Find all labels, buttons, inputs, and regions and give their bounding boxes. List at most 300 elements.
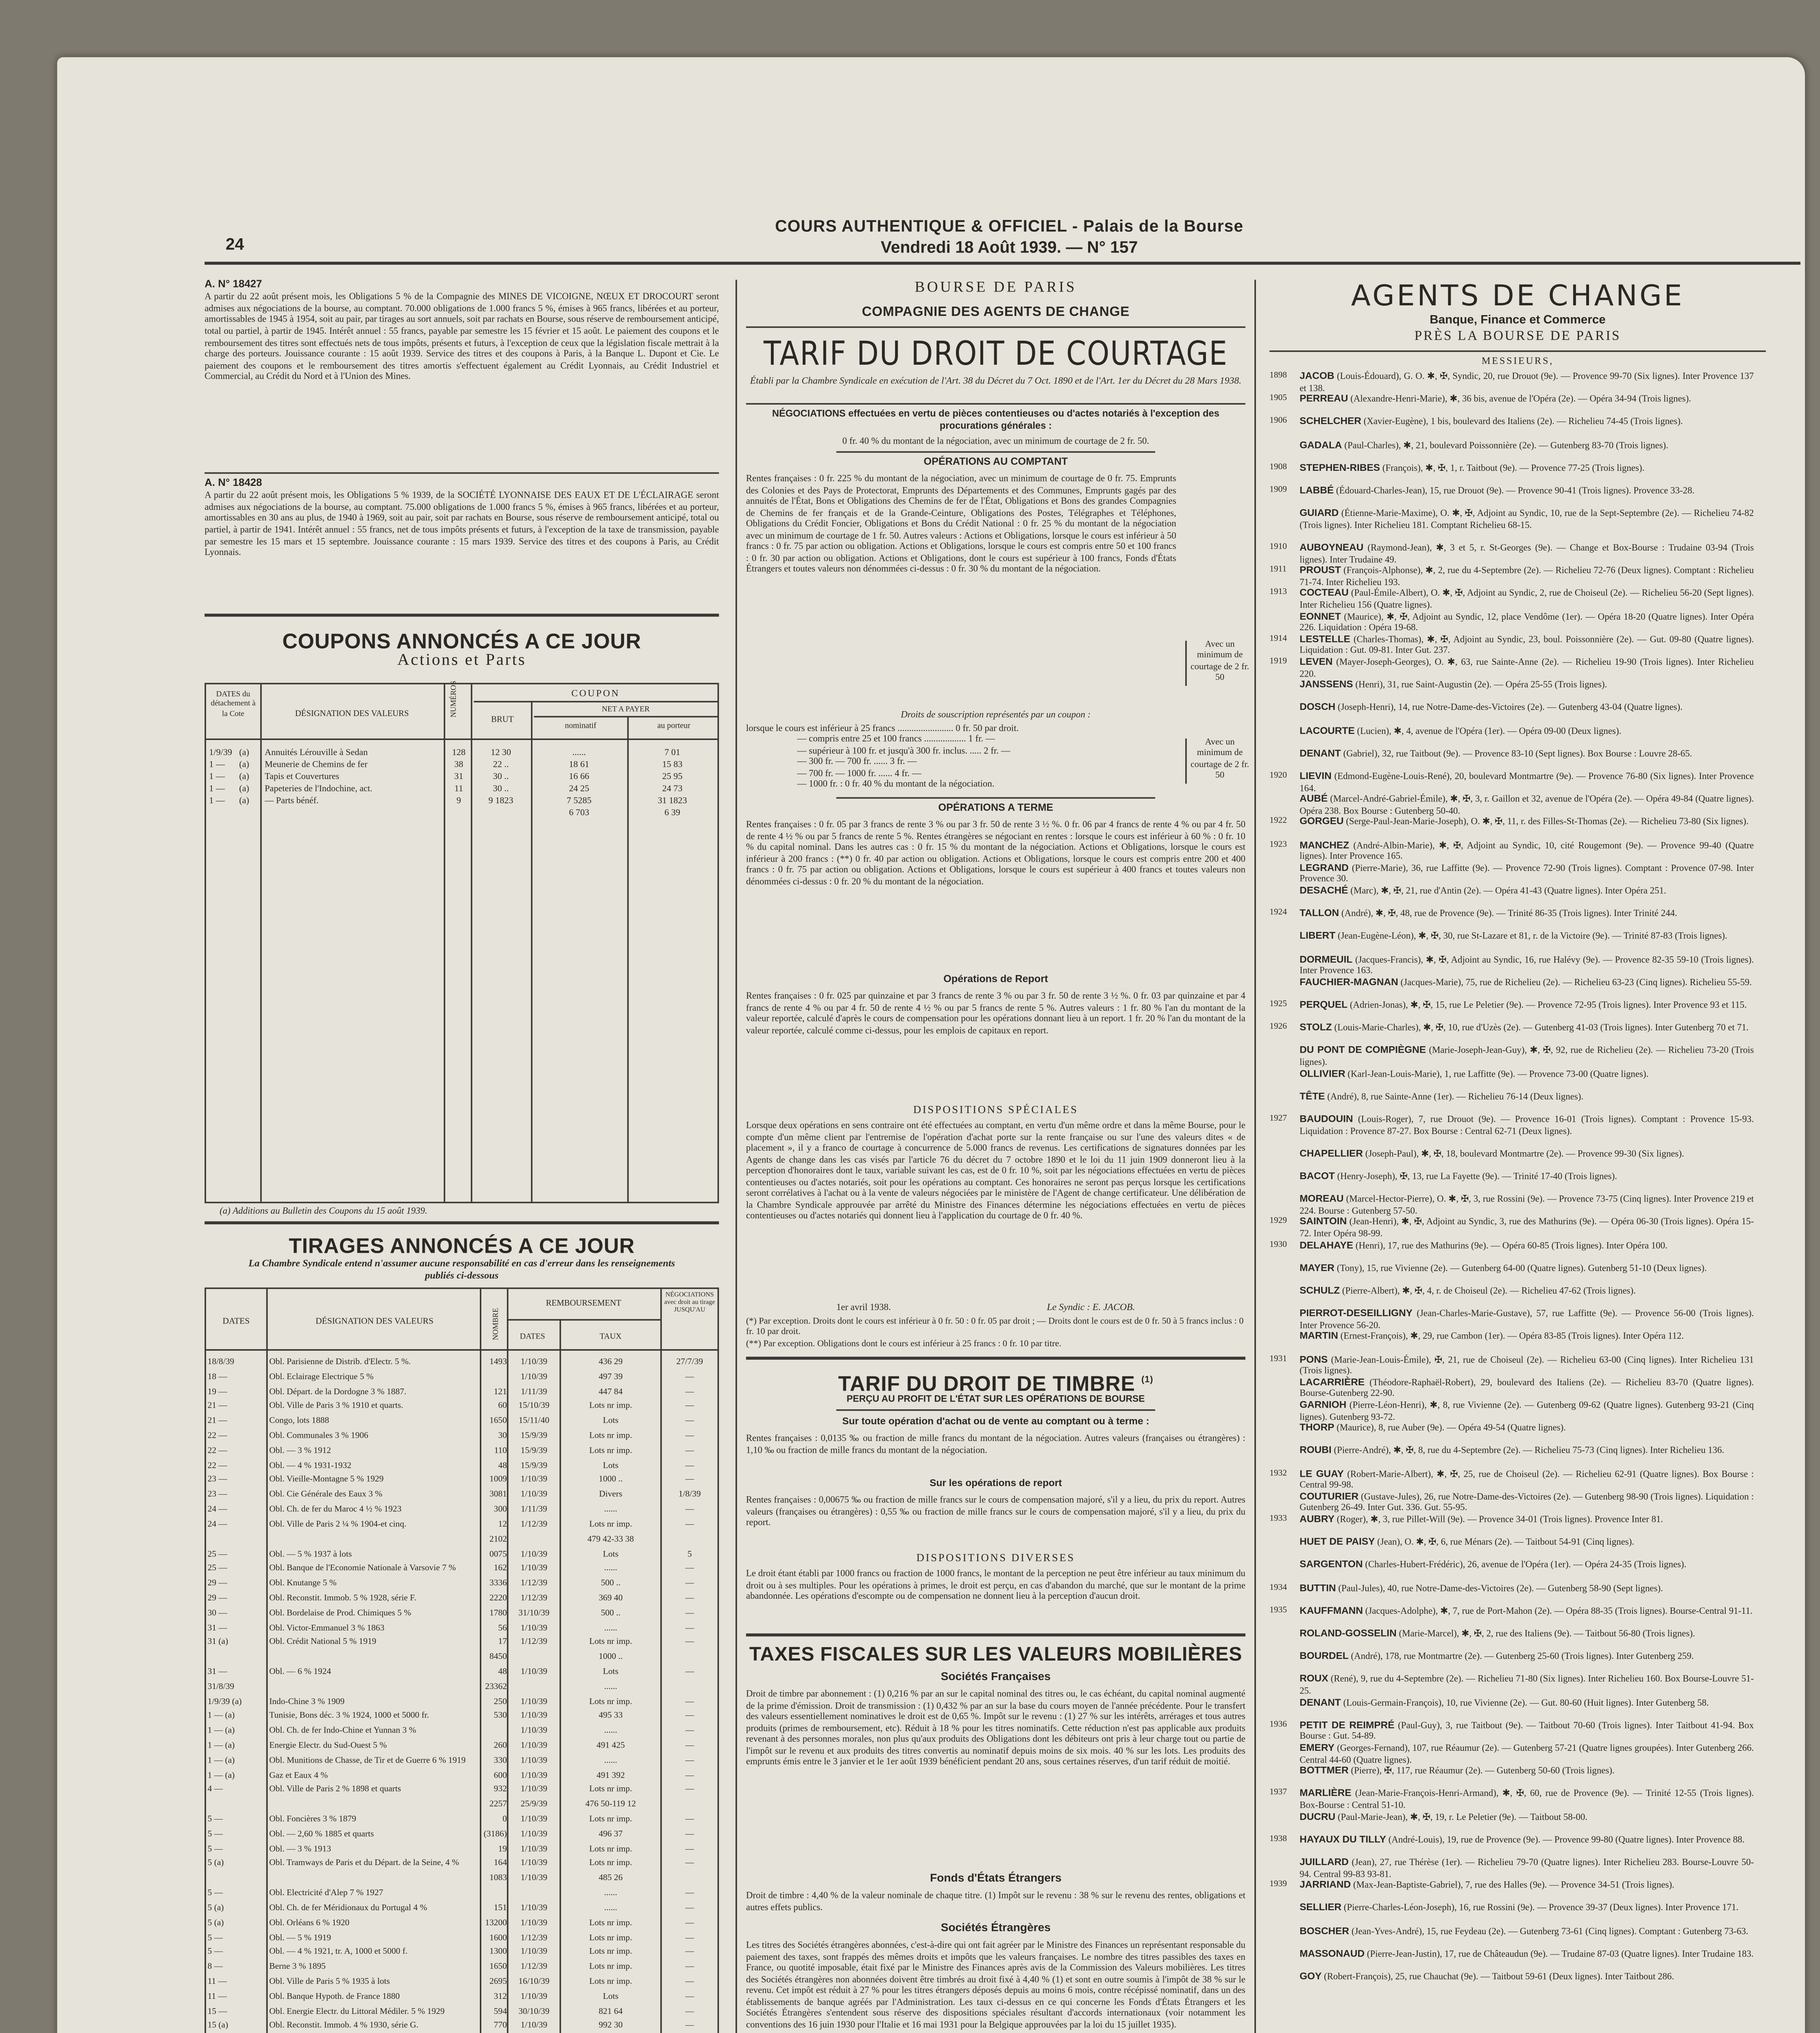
row-nombre: 13200 — [485, 1918, 507, 1928]
row-date: 25 — — [207, 1565, 227, 1574]
row-date: 5 — — [207, 1948, 223, 1957]
coupons-table — [205, 683, 719, 1203]
row-taux: 500 .. — [601, 1609, 620, 1618]
agent-name: THORP — [1300, 1423, 1335, 1434]
row-taux: 992 30 — [599, 2022, 623, 2031]
agent-address: (Raymond-Jean), ✱, 3 et 5, r. St-Georges (9e). — Change et Box-Bourse : Trudaine 03-94 (Trois lignes). Inter Trudaine 49. — [1300, 543, 1754, 565]
row-designation: Obl. Ville de Paris 2 % 1898 et quarts — [269, 1786, 401, 1795]
agent-details — [1300, 1240, 1754, 1252]
agent-address: (Roger), ✱, 3, rue Pillet-Will (9e). — Provence 34-01 (Trois lignes). Provence Inter 81. — [1337, 1515, 1663, 1525]
agent-details — [1300, 1675, 1754, 1698]
row-nombre: 19 — [498, 1845, 507, 1854]
agent-name: LIBERT — [1300, 932, 1336, 942]
row-taux: Lots nr imp. — [589, 1933, 632, 1943]
agent-details — [1300, 932, 1754, 943]
rule — [836, 797, 1155, 799]
comptant-title: OPÉRATIONS AU COMPTANT — [923, 457, 1068, 468]
agent-name: DELAHAYE — [1300, 1240, 1354, 1251]
agent-name: LIEVIN — [1300, 771, 1332, 782]
agent-details — [1300, 1286, 1754, 1297]
agent-name: SELLIER — [1300, 1903, 1342, 1914]
agent-details — [1300, 463, 1754, 475]
row-date: 31 — — [207, 1668, 227, 1677]
row-remb-date: 16/10/39 — [518, 1978, 550, 1987]
row-nombre: 2695 — [489, 1978, 507, 1987]
agent-address: (Jean), O. ✱, ✠, 6, rue Ménars (2e). — Taitbout 54-91 (Cinq lignes). — [1377, 1537, 1635, 1548]
agent-year: 1898 — [1269, 371, 1287, 381]
agent-name: GADALA — [1300, 440, 1342, 451]
agent-address: (Marcel-André-Gabriel-Émile), ✱, ✠, 3, r. Gaillon et 32, avenue de l'Opéra (2e). — Opéra 49-84 (Quatre lignes). Opéra 238. Box Bourse : Gutenberg 50-40. — [1300, 794, 1754, 816]
row-nego: — — [685, 1402, 694, 1412]
row-nego: — — [685, 1859, 694, 1869]
notice-18427 — [205, 280, 719, 383]
agent-year: 1920 — [1269, 771, 1287, 781]
agent-details — [1300, 1652, 1754, 1663]
row-taux: 485 26 — [599, 1874, 623, 1884]
agent-name: TALLON — [1300, 908, 1339, 919]
row-remb-date: 1/10/39 — [520, 1565, 547, 1574]
agent-details — [1300, 840, 1754, 863]
header-rule — [205, 262, 1800, 265]
row-nombre: 56 — [498, 1624, 507, 1633]
agent-name: STOLZ — [1300, 1023, 1332, 1034]
agent-address: (Pierre-Léon-Henri), ✱, 8, rue Vivienne (2e). — Gutenberg 09-62 (Quatre lignes). Gutenberg 93-21 (Cinq lignes). Gutenberg 93-72. — [1300, 1400, 1754, 1422]
row-nego: — — [685, 1594, 694, 1603]
terme-text: Rentes françaises : 0 fr. 05 par 3 francs de rente 3 % ou par 3 fr. 50 de rente 3 ½ %. 0 fr. 06 par 4 francs de rente 4 % ou par 4 fr. 50 de rente 4 ½ % ou par 5 francs de rente 5 %. Rentes étrangères se négociant en rentes : lorsque le cours est inférieur à 60 % : 0 fr. 10 % du capital nominal. Dans les autres cas : 0 fr. 15 % du montant de la négociation. Actions et Obligations, lorsque le cours est inférieur à 200 francs : (**) 0 fr. 40 par action ou obligation. Actions et Obligations, lorsque le cours est compris entre 200 et 400 francs : 0 fr. 75 par action ou obligation. Actions et Obligations, lorsque le cours est supérieur à 400 francs et toutes valeurs non dénommées ci-dessus : 0 fr. 20 % du montant de la négociation. — [746, 820, 1245, 887]
agent-details — [1300, 794, 1754, 817]
col-header-designation: DÉSIGNATION DES VALEURS — [316, 1317, 434, 1327]
row-remb-date: 1/10/39 — [520, 1727, 547, 1736]
row-nego: — — [685, 1609, 694, 1618]
row-remb-date: 1/12/39 — [520, 1520, 547, 1530]
row-date: 5 — — [207, 1845, 223, 1854]
row-nego: — — [685, 1904, 694, 1913]
row-remb-date: 1/12/39 — [520, 1933, 547, 1943]
agent-name: ROUBI — [1300, 1446, 1332, 1457]
agent-address: (Marc), ✱, ✠, 21, rue d'Antin (2e). — Opéra 41-43 (Quatre lignes). Inter Opéra 251. — [1350, 886, 1666, 897]
row-date: 25 — — [207, 1550, 227, 1559]
agent-name: ROLAND-GOSSELIN — [1300, 1629, 1397, 1640]
rule — [836, 451, 1155, 453]
agent-name: MARLIÈRE — [1300, 1789, 1352, 1800]
row-designation: Congo, lots 1888 — [269, 1417, 329, 1426]
agent-details — [1300, 657, 1754, 680]
agent-name: SCHULZ — [1300, 1286, 1340, 1297]
row-designation: Obl. Reconstit. Immob. 5 % 1928, série F. — [269, 1594, 416, 1603]
row-nego: — — [685, 1756, 694, 1766]
row-nego: — — [685, 1506, 694, 1515]
agent-year: 1905 — [1269, 394, 1287, 404]
row-taux: Lots — [603, 1461, 618, 1471]
row-designation: Obl. — 2,60 % 1885 et quarts — [269, 1830, 374, 1839]
row-taux: Lots nr imp. — [589, 1845, 632, 1854]
agent-year: 1931 — [1269, 1354, 1287, 1364]
agent-details — [1300, 1812, 1754, 1823]
agent-address: (Edmond-Eugène-Louis-René), 20, boulevard Montmartre (9e). — Provence 76-80 (Six lignes). Inter Provence 164. — [1300, 771, 1754, 794]
agent-name: DUCRU — [1300, 1811, 1336, 1822]
row-designation: Obl. Ville de Paris 3 % 1910 et quarts. — [269, 1402, 403, 1412]
row-nombre: 60 — [498, 1402, 507, 1412]
row-nego: — — [685, 1447, 694, 1456]
row-designation: Obl. — 4 % 1931-1932 — [269, 1461, 352, 1471]
souscription-row: — 1000 fr. : 0 fr. 40 % du montant de la négociation. — [797, 779, 995, 790]
agent-address: (Marcel-Hector-Pierre), O. ✱, ✠, 3, rue Rossini (9e). — Provence 73-75 (Cinq lignes). Inter Provence 219 et 224. Bourse : Gutenberg 57-50. — [1300, 1194, 1754, 1217]
row-remb-date: 1/12/39 — [520, 1963, 547, 1972]
rule — [746, 326, 1245, 328]
row-remb-date: 1/10/39 — [520, 1741, 547, 1751]
row-taux: Lots — [603, 1992, 618, 2002]
bourse-company: COMPAGNIE DES AGENTS DE CHANGE — [862, 304, 1130, 319]
agent-details — [1300, 1172, 1754, 1183]
agent-year: 1932 — [1269, 1469, 1287, 1478]
bourse-title: TARIF DU DROIT DE COURTAGE — [763, 335, 1228, 374]
row-designation: Obl. Tramways de Paris et du Départ. de la Seine, 4 % — [269, 1859, 459, 1869]
row-date: 21 — — [207, 1402, 227, 1412]
row-designation: Gaz et Eaux 4 % — [269, 1771, 328, 1781]
agent-name: MANCHEZ — [1300, 840, 1350, 851]
agent-name: DESACHÉ — [1300, 886, 1348, 897]
row-nombre: 110 — [494, 1447, 507, 1456]
row-remb-date: 1/12/39 — [520, 1638, 547, 1648]
row-designation: Obl. Reconstit. Immob. 4 % 1930, série G. — [269, 2022, 419, 2031]
row-date: 8 — — [207, 1963, 223, 1972]
row-date: 31 (a) — [207, 1638, 229, 1648]
minimum-label-2: Avec un minimum de courtage de 2 fr. 50 — [1185, 738, 1250, 783]
row-nego: — — [685, 1476, 694, 1485]
agent-details — [1300, 1583, 1754, 1595]
agent-details — [1300, 1972, 1754, 1983]
agent-name: LEGRAND — [1300, 863, 1349, 874]
row-remb-date: 1/11/39 — [520, 1387, 547, 1397]
row-nombre: 1600 — [489, 1933, 507, 1943]
agent-name: JUILLARD — [1300, 1857, 1349, 1868]
row-designation: Obl. Energie Electr. du Littoral Médiler. 5 % 1929 — [269, 2007, 445, 2016]
col-header-r-dates: DATES — [520, 1332, 545, 1342]
row-date: 18 — — [207, 1373, 227, 1382]
row-nombre: 1650 — [489, 1963, 507, 1972]
row-taux: Lots nr imp. — [589, 1786, 632, 1795]
agents-subtitle-2: PRÈS LA BOURSE DE PARIS — [1414, 328, 1621, 343]
notice-text: A partir du 22 août présent mois, les Obligations 5 % 1939, de la SOCIÉTÉ LYONNAISE DES EAUX ET DE L'ÉCLAIRAGE seront admises aux négociations de la bourse, au comptant. 75.000 obligations de 1.000 francs 5 %, émises à 965 francs, libérées et au porteur, amortissables en 30 ans au plus, de 1940 à 1969, soit au pair, soit par rachats en Bourse, sous réserve de remboursement anticipé, total ou partiel, à partir de 1941. Intérêt annuel : 55 francs, net de tous impôts présents et futurs, à l'exception de la taxe de transmission, payable par semestre les 15 mars et 15 septembre. Jouissance courante : 15 mars 1939. Service des titres et des coupons à Paris, au Crédit Lyonnais. — [205, 491, 719, 559]
row-nego: — — [685, 2022, 694, 2031]
row-remb-date: 25/9/39 — [520, 1800, 547, 1810]
row-taux: Lots nr imp. — [589, 1447, 632, 1456]
agent-details — [1300, 1354, 1754, 1377]
row-date: 1 — (a) — [207, 1771, 235, 1781]
agent-name: BAUDOUIN — [1300, 1114, 1353, 1125]
row-designation: Obl. Munitions de Chasse, de Tir et de Guerre 6 % 1919 — [269, 1756, 466, 1766]
agent-details — [1300, 1195, 1754, 1217]
agent-address: (Karl-Jean-Louis-Marie), 1, rue Laffitte (9e). — Provence 73-00 (Quatre lignes). — [1348, 1069, 1649, 1080]
agent-details — [1300, 486, 1754, 497]
tirages-rows — [206, 1357, 718, 2033]
row-designation: Energie Electr. du Sud-Ouest 5 % — [269, 1741, 387, 1751]
agent-address: (Jacques-Marie), 75, rue de Richelieu (2e). — Richelieu 63-23 (Cinq lignes). Richelieu 55-59. — [1400, 977, 1752, 988]
col-header-porteur: au porteur — [657, 722, 690, 731]
row-nombre: 17 — [498, 1638, 507, 1648]
souscription-title: Droits de souscription représentés par un coupon : — [901, 710, 1091, 720]
agent-name: PIERROT-DESEILLIGNY — [1300, 1308, 1413, 1319]
agent-name: BUTTIN — [1300, 1583, 1336, 1594]
rule — [1269, 350, 1766, 352]
row-remb-date: 1/10/39 — [520, 1992, 547, 2002]
row-remb-date: 15/9/39 — [520, 1461, 547, 1471]
row-nombre: (3186) — [483, 1830, 507, 1839]
agent-name: AUBOYNEAU — [1300, 543, 1364, 554]
row-nego: — — [685, 1771, 694, 1781]
agent-details — [1300, 589, 1754, 612]
row-designation: Obl. Vieille-Montagne 5 % 1929 — [269, 1476, 384, 1485]
agent-name: HAYAUX DU TILLY — [1300, 1835, 1386, 1846]
row-nombre: 932 — [494, 1786, 507, 1795]
agents-list — [1269, 372, 1766, 2033]
row-nego: — — [685, 1963, 694, 1972]
row-nombre: 3081 — [489, 1491, 507, 1500]
agent-name: OLLIVIER — [1300, 1069, 1345, 1080]
agent-address: (Xavier-Eugène), 1 bis, boulevard des Italiens (2e). — Richelieu 74-45 (Trois lignes). — [1363, 417, 1683, 428]
row-remb-date: 15/9/39 — [520, 1432, 547, 1441]
row-nombre: 12 — [498, 1520, 507, 1530]
row-taux: 821 64 — [599, 2007, 623, 2016]
timbre-title-sup: (1) — [1141, 1376, 1154, 1385]
agent-details — [1300, 1743, 1754, 1766]
row-designation: Obl. Ch. de fer Méridionaux du Portugal 4 % — [269, 1904, 427, 1913]
agent-details — [1300, 1492, 1754, 1515]
agent-address: (Pierre-Jean-Justin), 17, rue de Châteaudun (9e). — Trudaine 87-03 (Quatre lignes). Inter Trudaine 183. — [1367, 1949, 1754, 1960]
agent-name: JARRIAND — [1300, 1880, 1351, 1891]
row-designation: Obl. Knutange 5 % — [269, 1579, 337, 1589]
taxes-fr-title: Sociétés Françaises — [940, 1669, 1051, 1683]
row-nego: — — [685, 1668, 694, 1677]
row-taux: 491 392 — [597, 1771, 625, 1781]
agent-address: (Paul-Marie-Jean), ✱, ✠, 19, r. Le Peletier (9e). — Taitbout 58-00. — [1337, 1811, 1588, 1822]
agent-year: 1929 — [1269, 1217, 1287, 1227]
agent-name: AUBRY — [1300, 1515, 1335, 1525]
agent-address: (André), 8, rue Sainte-Anne (1er). — Richelieu 76-14 (Deux lignes). — [1327, 1091, 1584, 1102]
agent-address: (Joseph-Henri), 14, rue Notre-Dame-des-Victoires (2e). — Gutenberg 43-04 (Quatre lignes). — [1337, 703, 1683, 714]
row-nego: — — [685, 1992, 694, 2002]
row-remb-date: 1/10/39 — [520, 2022, 547, 2031]
agent-details — [1300, 1835, 1754, 1846]
notice-number: A. N° 18427 — [205, 280, 262, 290]
row-nombre: 121 — [494, 1387, 507, 1397]
row-nombre: 2220 — [489, 1594, 507, 1603]
agent-address: (Louis-Germain-François), 10, rue Vivienne (2e). — Gut. 80-60 (Huit lignes). Inter Gutenberg 58. — [1343, 1697, 1709, 1708]
agent-name: PERREAU — [1300, 394, 1348, 405]
row-remb-date: 15/11/40 — [518, 1417, 549, 1426]
agent-address: (Serge-Paul-Jean-Marie-Joseph), O. ✱, ✠, 11, r. des Filles-St-Thomas (2e). — Richelieu 73-80 (Six lignes). — [1346, 817, 1749, 828]
row-taux: 496 37 — [599, 1830, 623, 1839]
agent-address: (François), ✱, ✠, 1, r. Taitbout (9e). — Provence 77-25 (Trois lignes). — [1382, 463, 1645, 474]
row-taux: ...... — [604, 1756, 617, 1766]
agent-name: PROUST — [1300, 566, 1341, 577]
agents-title: AGENTS DE CHANGE — [1351, 280, 1685, 313]
row-nombre: 3336 — [489, 1579, 507, 1589]
agent-address: (Jean-Yves-André), 15, rue Feydeau (2e). — Gutenberg 73-61 (Cinq lignes). Comptant : Gutenberg 73-63. — [1351, 1926, 1748, 1937]
agent-address: (André-Albin-Marie), ✱, ✠, Adjoint au Syndic, 10, cité Rougemont (9e). — Provence 99-40 (Quatre lignes). Inter Provence 165. — [1300, 840, 1754, 862]
agent-name: MASSONAUD — [1300, 1949, 1365, 1960]
agent-name: LACOURTE — [1300, 726, 1355, 737]
row-remb-date: 1/10/39 — [520, 1476, 547, 1485]
timbre-title-text: TARIF DU DROIT DE TIMBRE — [838, 1371, 1135, 1395]
row-date: 1 — (a) — [207, 1727, 235, 1736]
row-nego: — — [685, 1918, 694, 1928]
row-taux: ...... — [604, 1565, 617, 1574]
agent-name: STEPHEN-RIBES — [1300, 463, 1380, 474]
agent-details — [1300, 1114, 1754, 1137]
row-designation: Obl. Foncières 3 % 1879 — [269, 1815, 357, 1825]
agent-details — [1300, 1023, 1754, 1034]
coupons-title: COUPONS ANNONCÉS A CE JOUR — [282, 629, 641, 653]
row-date: 4 — — [207, 1786, 223, 1795]
agent-address: (Charles-Thomas), ✱, ✠, Adjoint au Syndic, 23, boul. Poissonnière (2e). — Gut. 09-80 (Quatre lignes). Liquidation : Gut. 09-81. Inter Gut. 237. — [1300, 634, 1754, 657]
agent-year: 1910 — [1269, 543, 1287, 552]
row-remb-date: 1/10/39 — [520, 1845, 547, 1854]
agent-year: 1936 — [1269, 1720, 1287, 1730]
agent-name: BACOT — [1300, 1171, 1335, 1182]
row-designation: Berne 3 % 1895 — [269, 1963, 326, 1972]
row-nego: — — [685, 2007, 694, 2016]
notice-number: A. N° 18428 — [205, 478, 262, 489]
agent-details — [1300, 566, 1754, 589]
row-taux: 479 42-33 38 — [587, 1535, 634, 1544]
row-nombre: 300 — [494, 1506, 507, 1515]
souscription-row: lorsque le cours est inférieur à 25 francs ........................ 0 fr. 50 par droit. — [746, 723, 1019, 734]
agent-name: GARNIOH — [1300, 1400, 1347, 1411]
row-nombre: 23362 — [485, 1683, 507, 1692]
coupons-subtitle: Actions et Parts — [397, 651, 527, 670]
agent-details — [1300, 1000, 1754, 1012]
row-designation: Obl. — 4 % 1921, tr. A, 1000 et 5000 f. — [269, 1948, 408, 1957]
col-header-nominatif: nominatif — [565, 722, 597, 731]
agent-name: TÊTE — [1300, 1091, 1325, 1102]
row-nombre: 1300 — [489, 1948, 507, 1957]
col-header-r-taux: TAUX — [599, 1332, 622, 1342]
row-date: 22 — — [207, 1447, 227, 1456]
row-taux: Lots nr imp. — [589, 1432, 632, 1441]
row-nego: — — [685, 1786, 694, 1795]
row-nego: — — [685, 1373, 694, 1382]
agent-address: (Ernest-François), ✱, 29, rue Cambon (1er). — Opéra 83-85 (Trois lignes). Inter Opéra 112. — [1340, 1332, 1684, 1343]
row-taux: Lots nr imp. — [589, 1402, 632, 1412]
agents-subtitle: Banque, Finance et Commerce — [1430, 313, 1606, 326]
agent-name: GUIARD — [1300, 509, 1339, 519]
row-taux: 491 425 — [597, 1741, 625, 1751]
row-nombre: 1493 — [489, 1358, 507, 1367]
row-remb-date: 1/10/39 — [520, 1904, 547, 1913]
row-taux: Lots — [603, 1550, 618, 1559]
agent-name: COUTURIER — [1300, 1491, 1359, 1502]
agent-details — [1300, 1515, 1754, 1526]
remb-rule — [507, 1319, 660, 1321]
row-taux: ...... — [604, 1683, 617, 1692]
agent-address: (Maurice), ✱, ✠, Adjoint au Syndic, 12, place Vendôme (1er). — Opéra 18-20 (Quatre lignes). Inter Opéra 226. Liquidation : Opéra 19-68. — [1300, 612, 1754, 634]
column-divider-1 — [736, 280, 737, 2033]
agent-name: DU PONT DE COMPIÈGNE — [1300, 1046, 1426, 1057]
row-nombre: 1780 — [489, 1609, 507, 1618]
agent-address: (Paul-Émile-Albert), O. ✱, ✠, Adjoint au Syndic, 2, rue de Choiseul (2e). — Richelieu 56-20 (Sept lignes). Inter Richelieu 156 (Quatre lignes). — [1300, 588, 1754, 611]
row-date: 22 — — [207, 1432, 227, 1441]
agent-details — [1300, 543, 1754, 566]
agent-details — [1300, 749, 1754, 760]
agent-name: COCTEAU — [1300, 588, 1349, 599]
agent-name: PONS — [1300, 1354, 1328, 1365]
agent-address: (Pierre), ✠, 117, rue Réaumur (2e). — Gutenberg 50-60 (Trois lignes). — [1351, 1766, 1615, 1777]
agent-address: (Lucien), ✱, 4, avenue de l'Opéra (1er). — Opéra 09-00 (Deux lignes). — [1357, 726, 1622, 737]
agent-details — [1300, 1469, 1754, 1492]
row-nego: — — [685, 1461, 694, 1471]
row-nombre: 48 — [498, 1668, 507, 1677]
row-nombre: 1083 — [489, 1874, 507, 1884]
agent-details — [1300, 977, 1754, 989]
agent-year: 1927 — [1269, 1114, 1287, 1124]
header-rule — [206, 1349, 718, 1351]
row-designation: Obl. — 5 % 1937 à lots — [269, 1550, 352, 1559]
col-header-brut: BRUT — [491, 716, 514, 725]
agent-year: 1933 — [1269, 1515, 1287, 1524]
timbre-report-title: Sur les opérations de report — [930, 1478, 1062, 1489]
notice-divider — [205, 472, 719, 474]
agent-details — [1300, 1309, 1754, 1332]
agent-year: 1938 — [1269, 1835, 1287, 1844]
agent-address: (Théodore-Raphaël-Robert), 29, boulevard des Italiens (2e). — Richelieu 83-70 (Quatre lignes). Bourse-Gutenberg 22-90. — [1300, 1377, 1754, 1400]
agent-address: (Marie-Marcel), ✱, ✠, 2, rue des Italiens (9e). — Taitbout 56-80 (Trois lignes). — [1399, 1629, 1695, 1640]
row-nombre: 250 — [494, 1697, 507, 1707]
agent-details — [1300, 1263, 1754, 1275]
bourse-kicker: BOURSE DE PARIS — [914, 280, 1077, 296]
row-date: 31/8/39 — [207, 1683, 235, 1692]
agent-address: (Pierre-Albert), ✱, ✠, 4, r. de Choiseul (2e). — Richelieu 47-62 (Trois lignes). — [1342, 1286, 1636, 1297]
row-remb-date: 1/10/39 — [520, 1830, 547, 1839]
row-nombre: 770 — [494, 2022, 507, 2031]
agent-address: (Jean-Eugène-Léon), ✱, ✠, 30, rue St-Lazare et 81, r. de la Victoire (9e). — Trinité 87-83 (Trois lignes). — [1337, 932, 1727, 942]
agent-details — [1300, 863, 1754, 886]
agent-name: SAINTOIN — [1300, 1217, 1347, 1228]
row-nego: — — [685, 1417, 694, 1426]
agent-details — [1300, 954, 1754, 977]
agent-details — [1300, 1698, 1754, 1709]
agent-address: (Mayer-Joseph-Georges), O. ✱, 63, rue Sainte-Anne (2e). — Richelieu 19-90 (Trois lignes). Inter Richelieu 220. — [1300, 657, 1754, 679]
row-date: 30 — — [207, 1609, 227, 1618]
row-remb-date: 1/10/39 — [520, 1550, 547, 1559]
row-nego: — — [685, 1624, 694, 1633]
row-nego: — — [685, 1727, 694, 1736]
row-taux: 1000 .. — [599, 1476, 623, 1485]
row-remb-date: 15/9/39 — [520, 1447, 547, 1456]
agent-details — [1300, 1537, 1754, 1549]
agent-address: (Édouard-Charles-Jean), 15, rue Drouot (9e). — Provence 90-41 (Trois lignes). Provence 33-28. — [1336, 485, 1695, 496]
agent-name: DENANT — [1300, 749, 1341, 760]
row-date: 11 — — [207, 1992, 227, 2002]
agent-address: (Paul-Charles), ✱, 21, boulevard Poissonnière (2e). — Gutenberg 83-70 (Trois lignes). — [1344, 440, 1668, 451]
agent-name: JACOB — [1300, 371, 1335, 382]
agent-year: 1930 — [1269, 1240, 1287, 1249]
masthead-title: COURS AUTHENTIQUE & OFFICIEL - Palais de la Bourse — [775, 218, 1244, 236]
souscription-row: — 300 fr. — 700 fr. ...... 3 fr. — — [797, 757, 917, 768]
middle-column — [746, 280, 1250, 2033]
agent-year: 1925 — [1269, 1000, 1287, 1010]
agent-details — [1300, 372, 1754, 394]
agent-details — [1300, 1092, 1754, 1103]
agent-address: (Jean-Marie-François-Henri-Armand), ✱, ✠, 60, rue de Provence (9e). — Trinité 12-55 (Trois lignes). Box-Bourse : Central 51-10. — [1300, 1789, 1754, 1811]
row-designation: Obl. Cie Générale des Eaux 3 % — [269, 1491, 383, 1500]
row-nombre: 164 — [494, 1859, 507, 1869]
row-nombre: 260 — [494, 1741, 507, 1751]
notices-bottom-rule — [205, 614, 719, 616]
terme-title: OPÉRATIONS A TERME — [938, 803, 1054, 814]
agent-details — [1300, 1789, 1754, 1812]
coupons-note: (a) Additions au Bulletin des Coupons du 15 août 1939. — [220, 1206, 427, 1217]
